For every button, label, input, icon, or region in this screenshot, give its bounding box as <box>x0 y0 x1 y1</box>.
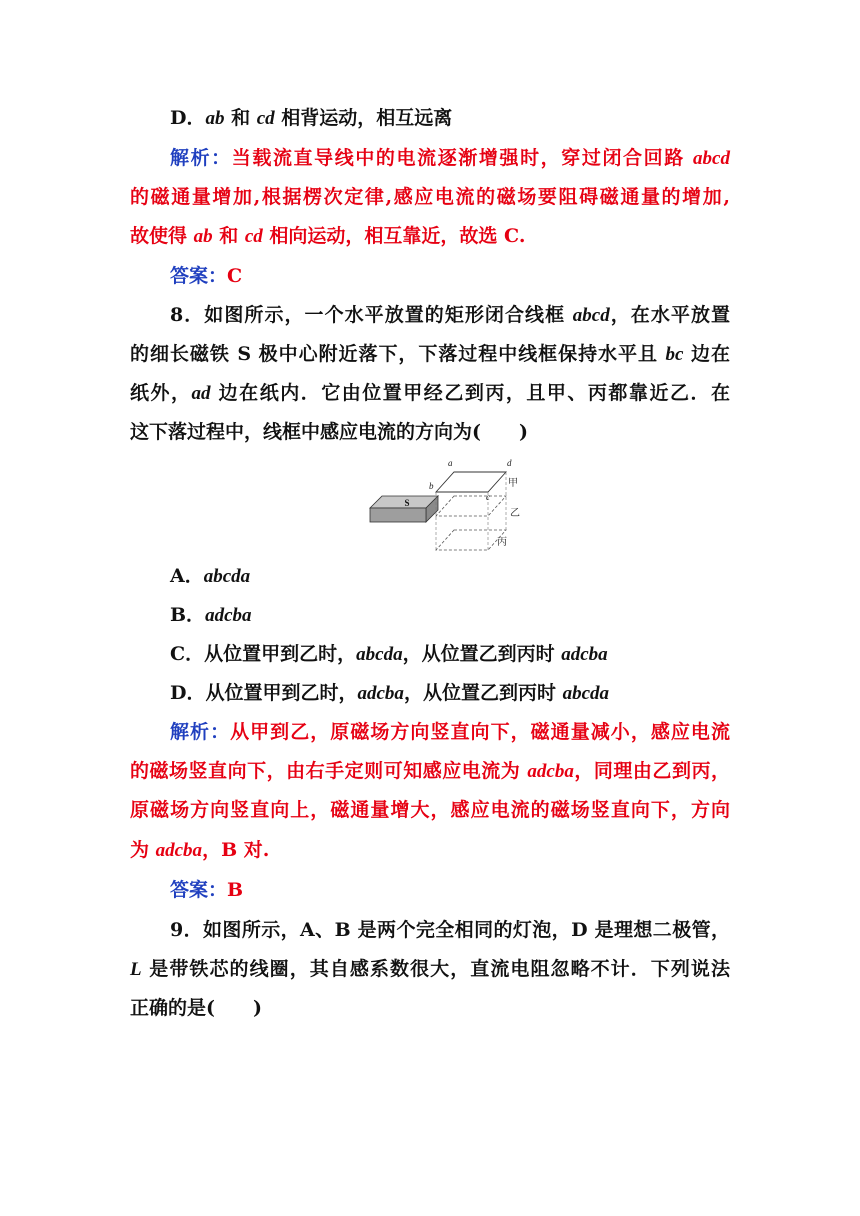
q7-analysis-line-3 <box>130 224 730 249</box>
text: ，同理由乙到丙， <box>573 760 730 782</box>
frame-position-1 <box>436 472 506 492</box>
var: adcba <box>561 644 608 665</box>
answer-label: 答案： <box>170 879 228 901</box>
q8-analysis-line-3 <box>130 798 730 822</box>
text: 的细长磁铁 S 极中心附近落下，下落过程中线框保持水平且 <box>130 343 666 365</box>
q9-stem-line-1 <box>170 918 730 942</box>
var: abcda <box>356 644 403 665</box>
position-label-3: 丙 <box>497 537 507 548</box>
q8-stem-line-3 <box>130 381 730 406</box>
text: 从位置甲到乙时， <box>204 643 357 665</box>
text: 当载流直导线中的电流逐渐增强时，穿过闭合回路 <box>231 147 694 169</box>
text: ，在水平放置 <box>609 304 730 326</box>
q8-figure <box>368 452 528 552</box>
option-label: B． <box>170 604 206 626</box>
position-label-1: 甲 <box>508 478 518 489</box>
text: 和 <box>212 225 245 247</box>
answer-label: 答案： <box>170 265 228 287</box>
text: ，从位置乙到丙时 <box>403 682 563 704</box>
answer-value: C <box>227 265 243 287</box>
text: 原磁场方向竖直向上，磁通量增大，感应电流的磁场竖直向下，方向 <box>130 799 730 821</box>
corner-label-d: d <box>507 458 512 468</box>
analysis-label: 解析： <box>170 147 232 169</box>
var: ab <box>205 108 225 129</box>
frame-position-2 <box>436 496 506 516</box>
magnet-s-label: S <box>404 498 410 508</box>
option-label: C． <box>170 643 205 665</box>
text: 从位置甲到乙时， <box>205 682 358 704</box>
var: abcda <box>203 566 251 587</box>
text: 纸外， <box>130 382 192 404</box>
var: abcd <box>693 148 730 169</box>
q8-analysis-line-4 <box>130 838 730 863</box>
option-label: A． <box>170 565 204 587</box>
text: ，从位置乙到丙时 <box>402 643 562 665</box>
q8-analysis-line-1 <box>170 720 730 744</box>
var: ab <box>193 226 213 247</box>
var: cd <box>256 108 275 129</box>
text: 正确的是( ) <box>130 997 262 1019</box>
corner-label-b: b <box>429 481 434 491</box>
q8-option-b <box>170 603 730 628</box>
answer-value: B <box>227 879 244 901</box>
q9-stem-line-3 <box>130 996 730 1020</box>
q9-stem-line-2 <box>130 957 730 982</box>
q8-analysis-line-2 <box>130 759 730 784</box>
q8-option-c <box>170 642 730 667</box>
corner-label-c: c <box>486 492 490 502</box>
var: L <box>130 959 142 980</box>
text: 这下落过程中，线框中感应电流的方向为( ) <box>130 421 528 443</box>
text: 是带铁芯的线圈，其自感系数很大，直流电阻忽略不计．下列说法 <box>141 958 730 980</box>
text: ，B 对. <box>202 839 270 861</box>
var: cd <box>244 226 263 247</box>
text: 故使得 <box>130 225 194 247</box>
q7-analysis-line-1 <box>170 146 730 171</box>
q7-option-d <box>170 106 730 131</box>
var: adcba <box>155 840 203 861</box>
corner-label-a: a <box>448 458 453 468</box>
text: 9．如图所示，A、B 是两个完全相同的灯泡，D 是理想二极管， <box>170 919 730 941</box>
q8-answer <box>170 878 730 902</box>
var: bc <box>665 344 684 365</box>
q8-stem-line-2 <box>130 342 730 367</box>
bar-magnet <box>370 496 438 522</box>
q8-option-a <box>170 564 730 589</box>
text: 相向运动，相互靠近，故选 C. <box>262 225 526 247</box>
var: adcba <box>527 761 574 782</box>
text: 边在 <box>683 343 730 365</box>
var: adcba <box>357 683 404 704</box>
analysis-label: 解析： <box>170 721 231 743</box>
text: 为 <box>130 839 156 861</box>
q7-answer <box>170 264 730 288</box>
q8-option-d <box>170 681 730 706</box>
text: 的磁场竖直向下，由右手定则可知感应电流为 <box>130 760 528 782</box>
text: 的磁通量增加,根据楞次定律,感应电流的磁场要阻碍磁通量的增加, <box>130 186 730 208</box>
text: 边在纸内．它由位置甲经乙到丙，且甲、丙都靠近乙．在 <box>210 382 730 404</box>
frame-position-3 <box>436 530 506 550</box>
text: 8．如图所示，一个水平放置的矩形闭合线框 <box>170 304 573 326</box>
q8-stem-line-1 <box>170 303 730 328</box>
q7-analysis-line-2 <box>130 185 730 209</box>
var: adcba <box>205 605 252 626</box>
q8-stem-line-4 <box>130 420 730 444</box>
position-label-2: 乙 <box>510 508 520 519</box>
text: 从甲到乙，原磁场方向竖直向下，磁通量减小，感应电流 <box>230 721 730 743</box>
text: 和 <box>224 107 257 129</box>
option-label: D． <box>170 107 206 129</box>
text: 相背运动，相互远离 <box>274 107 453 129</box>
var: abcd <box>572 305 610 326</box>
var: ad <box>191 383 211 404</box>
option-label: D． <box>170 682 206 704</box>
var: abcda <box>562 683 609 704</box>
